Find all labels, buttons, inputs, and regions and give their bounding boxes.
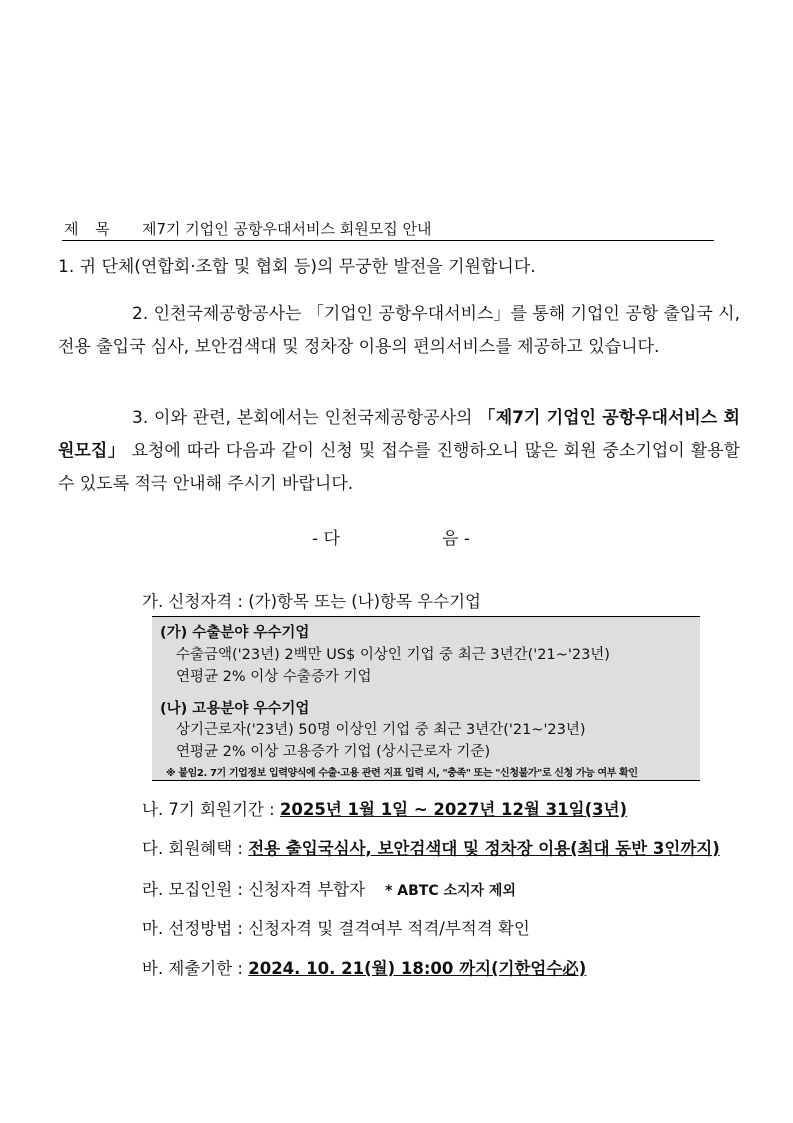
item-ra-recruit [142, 876, 516, 900]
item-ga-eligibility: 가. 신청자격 : (가)항목 또는 (나)항목 우수기업 [142, 592, 481, 611]
item-da-label: 다. 회원혜택 : [142, 839, 249, 858]
criteria-export-line1: 수출금액('23년) 2백만 US$ 이상인 기업 중 최근 3년간('21~'23년) [176, 647, 610, 663]
item-ra-note: * ABTC 소지자 제외 [385, 883, 516, 899]
da-eum-right: 음 - [442, 529, 470, 549]
item-na-period [142, 796, 627, 820]
criteria-employ-line2: 연평균 2% 이상 고용증가 기업 (상시근로자 기준) [176, 744, 491, 760]
paragraph-1: 1. 귀 단체(연합회·조합 및 협회 등)의 무궁한 발전을 기원합니다. [58, 257, 536, 277]
criteria-box [152, 616, 700, 781]
item-ba-deadline [142, 955, 586, 979]
item-da-value: 전용 출입국심사, 보안검색대 및 정차장 이용(최대 동반 3인까지) [248, 839, 720, 858]
item-ra-label: 라. 모집인원 : 신청자격 부합자 [142, 880, 366, 899]
paragraph-3-program: 「제7기 기업인 공항우대서비스 회원모집」 [58, 408, 740, 461]
paragraph-3 [58, 402, 740, 501]
item-ba-label: 바. 제출기한 : [142, 959, 249, 978]
paragraph-3-intro: 3. 이와 관련, 본회에서는 인천국제공항공사의 [132, 408, 479, 428]
subject-label: 제 목 [64, 220, 116, 238]
item-ma-selection: 마. 선정방법 : 신청자격 및 결격여부 적격/부적격 확인 [142, 919, 530, 938]
item-ba-value: 2024. 10. 21(월) 18:00 까지(기한엄수必) [248, 959, 587, 978]
criteria-employ-title: (나) 고용분야 우수기업 [160, 701, 310, 717]
item-da-benefit [142, 835, 720, 859]
da-eum-left: - 다 [312, 529, 340, 549]
item-na-label: 나. 7기 회원기간 : [142, 800, 280, 819]
subject-title: 제7기 기업인 공항우대서비스 회원모집 안내 [142, 220, 432, 238]
subject-line [62, 216, 714, 241]
criteria-export-title: (가) 수출분야 우수기업 [160, 625, 310, 641]
paragraph-2: 2. 인천국제공항공사는 「기업인 공항우대서비스」를 통해 기업인 공항 출입국 시, 전용 출입국 심사, 보안검색대 및 정차장 이용의 편의서비스를 제공하고 있습니다. [58, 304, 740, 357]
criteria-note: ※ 붙임2. 7기 기업정보 입력양식에 수출·고용 관련 지표 입력 시, "충족" 또는 "신청불가"로 신청 가능 여부 확인 [166, 768, 638, 779]
criteria-export-line2: 연평균 2% 이상 수출증가 기업 [176, 669, 372, 685]
item-na-value: 2025년 1월 1일 ~ 2027년 12월 31일(3년) [279, 800, 628, 819]
criteria-employ-line1: 상기근로자('23년) 50명 이상인 기업 중 최근 3년간('21~'23년) [176, 722, 586, 738]
paragraph-3-body: 요청에 따라 다음과 같이 신청 및 접수를 진행하오니 많은 회원 중소기업이 활용할 수 있도록 적극 안내해 주시기 바랍니다. [58, 441, 740, 494]
